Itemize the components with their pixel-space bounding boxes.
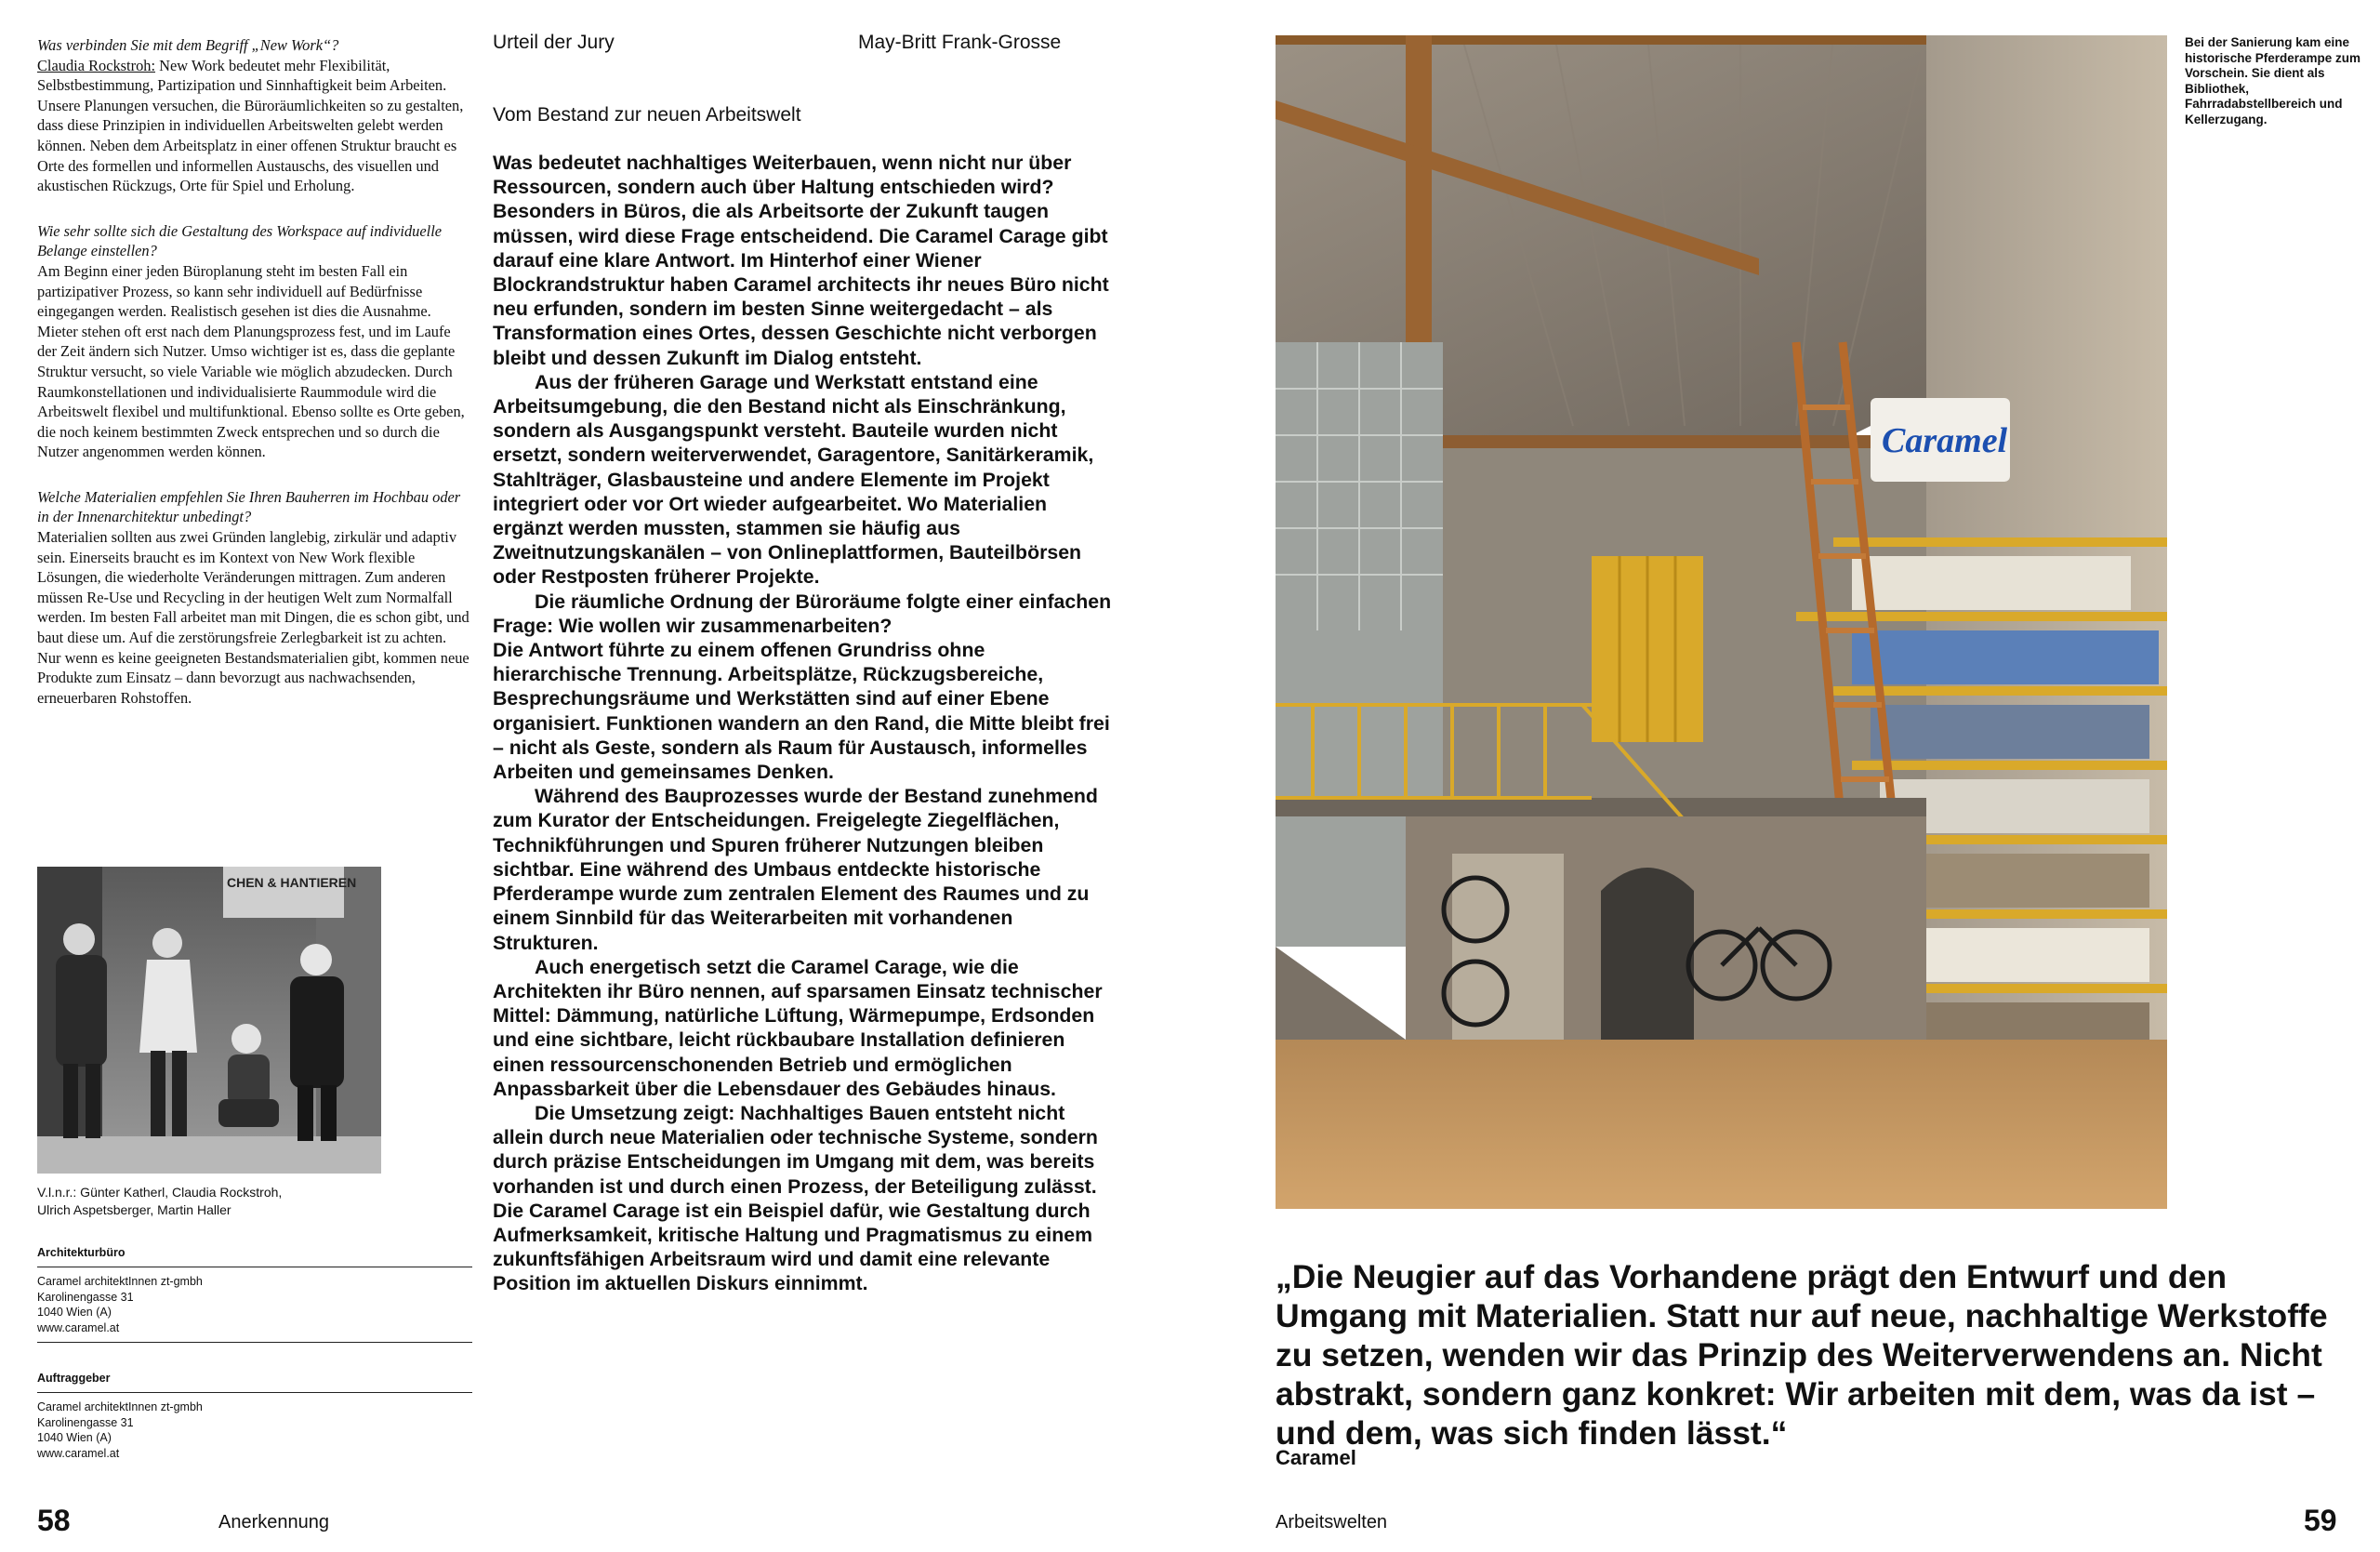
interview-item bbox=[37, 221, 472, 462]
article-body bbox=[493, 151, 1117, 1296]
interviewee-name: Claudia Rockstroh: bbox=[37, 56, 156, 74]
photo-caption: Bei der Sanierung kam eine historische Pferderampe zum Vorschein. Sie dient als Bibliothek, Fahrradabstellbereich und Kellerzugang. bbox=[2185, 35, 2361, 126]
credit-label-architect: Architekturbüro bbox=[37, 1246, 126, 1259]
neon-sign-text: Caramel bbox=[1882, 421, 2008, 460]
credit-line: 1040 Wien (A) bbox=[37, 1306, 112, 1319]
interview-item bbox=[37, 35, 472, 196]
credit-line: www.caramel.at bbox=[37, 1320, 120, 1334]
credit-block-client bbox=[37, 1399, 203, 1461]
article-paragraph: Aus der früheren Garage und Werkstatt entstand eine Arbeitsumgebung, die den Bestand nicht als Einschränkung, sondern als Ausgangspunkt versteht. Bauteile wurden nicht ersetzt, sondern weiterverwendet, Garagentore, Sanitärkeramik, Stahlträger, Glasbausteine und andere Elemente im Projekt integriert oder vor Ort wieder aufgearbeitet. Wo Materialien ergänzt werden mussten, stammen sie häufig aus Zweitnutzungskanälen – von Onlineplattformen, Bauteilbörsen oder Restposten früherer Projekte. bbox=[493, 370, 1094, 589]
jury-label: Urteil der Jury bbox=[493, 32, 615, 53]
credit-line: Karolinengasse 31 bbox=[37, 1290, 134, 1304]
interview-question: Welche Materialien empfehlen Sie Ihren Bauherren im Hochbau oder in der Innenarchitektur unbedingt? bbox=[37, 487, 461, 526]
article-paragraph: Die Umsetzung zeigt: Nachhaltiges Bauen entsteht nicht allein durch neue Materialien oder technische Systeme, sondern durch präzise Entscheidungen im Umgang mit dem, was bereits vorhanden ist und durch einen Prozess, der Beteiligung zulässt. Die Caramel Carage ist ein Beispiel dafür, wie Gestaltung durch Aufmerksamkeit, kritische Haltung und Pragmatismus zu einem zukunftsfähigen Arbeitsraum wird und damit eine relevante Position im aktuellen Diskurs einnimmt. bbox=[493, 1101, 1098, 1295]
article-subtitle: Vom Bestand zur neuen Arbeitswelt bbox=[493, 104, 801, 126]
credit-divider bbox=[37, 1392, 472, 1393]
interview-answer: Am Beginn einer jeden Büroplanung steht im besten Fall ein partizipativer Prozess, so kann sehr individuell auf Bedürfnisse eingegangen werden. Realistisch gesehen ist dies die Ausnahme. Mieter stehen oft erst nach dem Planungsprozess fest, und im Laufe der Zeit ändern sich Nutzer. Umso wichtiger ist es, dass die geplante Struktur versucht, so viele Variable wie möglich abzudecken. Durch Raumkonstellationen und individualisierte Raummodule wird die Arbeitswelt flexibel und multifunktional. Ebenso sollte es Orte geben, die noch keinem bestimmten Zweck entsprechen und so durch die Nutzer angenommen werden können. bbox=[37, 261, 465, 461]
article-paragraph: Auch energetisch setzt die Caramel Carage, wie die Architekten ihr Büro nennen, auf sparsamen Einsatz technischer Mittel: Dämmung, natürliche Lüftung, Wärmepumpe, Erdsonden und eine sichtbare, leicht rückbaubare Installation definieren einen ressourcenschonenden Betrieb und ermöglichen Anpassbarkeit über die Lebensdauer des Gebäudes hinaus. bbox=[493, 955, 1103, 1100]
portrait-caption-line: V.l.n.r.: Günter Katherl, Claudia Rockstroh, bbox=[37, 1185, 283, 1200]
portrait-caption bbox=[37, 1184, 390, 1219]
page-number-left: 58 bbox=[37, 1504, 71, 1537]
architects-portrait-photo bbox=[37, 867, 381, 1174]
credit-block-architect bbox=[37, 1274, 203, 1335]
credit-label-client: Auftraggeber bbox=[37, 1372, 111, 1385]
section-label-left: Anerkennung bbox=[218, 1512, 329, 1532]
credit-line: 1040 Wien (A) bbox=[37, 1431, 112, 1444]
interview-item bbox=[37, 487, 472, 709]
credit-line: Caramel architektInnen zt-gmbh bbox=[37, 1400, 203, 1413]
portrait-sign-text: CHEN & HANTIEREN bbox=[227, 875, 357, 890]
article-author: May-Britt Frank-Grosse bbox=[858, 32, 1062, 53]
credit-line: www.caramel.at bbox=[37, 1446, 120, 1460]
credit-line: Karolinengasse 31 bbox=[37, 1415, 134, 1429]
interview-answer: New Work bedeutet mehr Flexibilität, Selbstbestimmung, Partizipation und Sinnhaftigkeit beim Arbeiten. Unsere Planungen versuchen, die Büroräumlichkeiten so zu gestalten, dass diese Prinzipien in individuellen Arbeitswelten gelebt werden können. Neben dem Arbeitsplatz in einer offenen Struktur braucht es Orte des formellen und informellen Austauschs, des visuellen und akustischen Rückzugs, Orte für Spiel und Erholung. bbox=[37, 56, 464, 195]
page-number-right: 59 bbox=[2304, 1504, 2337, 1537]
article-paragraph: Die räumliche Ordnung der Büroräume folgte einer einfachen Frage: Wie wollen wir zusammenarbeiten? bbox=[493, 590, 1112, 637]
interview-answer: Materialien sollten aus zwei Gründen langlebig, zirkulär und adaptiv sein. Einerseits braucht es im Kontext von New Work flexible Lösungen, die wiederholte Veränderungen mittragen. Zum anderen müssen Re-Use und Recycling in der heutigen Welt zum Normalfall werden. Im besten Fall arbeitet man mit Dingen, die es schon gibt, und baut diese um. Auf die zerstörungsfreie Zerlegbarkeit ist zu achten. Nur wenn es keine geeigneten Bestandsmaterialien gibt, kommen neue Produkte zum Einsatz – dann bevorzugt aus nachwachsenden, erneuerbaren Rohstoffen. bbox=[37, 528, 469, 707]
interview-column bbox=[37, 35, 472, 733]
section-label-right: Arbeitswelten bbox=[1276, 1512, 1388, 1532]
article-paragraph: Während des Bauprozesses wurde der Bestand zunehmend zum Kurator der Entscheidungen. Freigelegte Ziegelflächen, Technikführungen und Spuren früherer Nutzungen bleiben sichtbar. Eine während des Umbaus entdeckte historische Pferderampe wurde zum zentralen Element des Raumes und zu einem Sinnbild für das Weiterarbeiten mit vorhandenen Strukturen. bbox=[493, 785, 1098, 954]
credit-line: Caramel architektInnen zt-gmbh bbox=[37, 1275, 203, 1288]
article-paragraph: Was bedeutet nachhaltiges Weiterbauen, wenn nicht nur über Ressourcen, sondern auch über Haltung entschieden wird? Besonders in Büros, die als Arbeitsorte der Zukunft taugen müssen, wird diese Frage entscheidend. Die Caramel Carage gibt darauf eine klare Antwort. Im Hinterhof einer Wiener Blockrandstruktur haben Caramel architects ihr neues Büro nicht neu erfunden, sondern im besten Sinne weitergedacht – als Transformation eines Ortes, dessen Geschichte nicht verborgen bleibt und dessen Zukunft im Dialog entsteht. bbox=[493, 152, 1109, 369]
portrait-caption-line: Ulrich Aspetsberger, Martin Haller bbox=[37, 1202, 231, 1217]
pull-quote: „Die Neugier auf das Vorhandene prägt den Entwurf und den Umgang mit Materialien. Statt nur auf neue, nachhaltige Werkstoffe zu setzen, wenden wir das Prinzip des Weiterverwendens an. Nicht abstrakt, sondern ganz konkret: Wir arbeiten mit dem, was da ist – und dem, was sich finden lässt.“ bbox=[1276, 1258, 2328, 1452]
interview-question: Was verbinden Sie mit dem Begriff „New Work“? bbox=[37, 36, 339, 54]
interior-photo bbox=[1276, 35, 2167, 1209]
quote-author: Caramel bbox=[1276, 1446, 1356, 1469]
article-paragraph: Die Antwort führte zu einem offenen Grundriss ohne hierarchische Trennung. Arbeitsplätze, Rückzugsbereiche, Besprechungsräume und Werkstätten sind auf einer Ebene organisiert. Funktionen wandern an den Rand, die Mitte bleibt frei – nicht als Geste, sondern als Raum für Austausch, informelles Arbeiten und gemeinsames Denken. bbox=[493, 639, 1110, 784]
credit-divider bbox=[37, 1342, 472, 1343]
interview-question: Wie sehr sollte sich die Gestaltung des Workspace auf individuelle Belange einstellen? bbox=[37, 221, 443, 260]
